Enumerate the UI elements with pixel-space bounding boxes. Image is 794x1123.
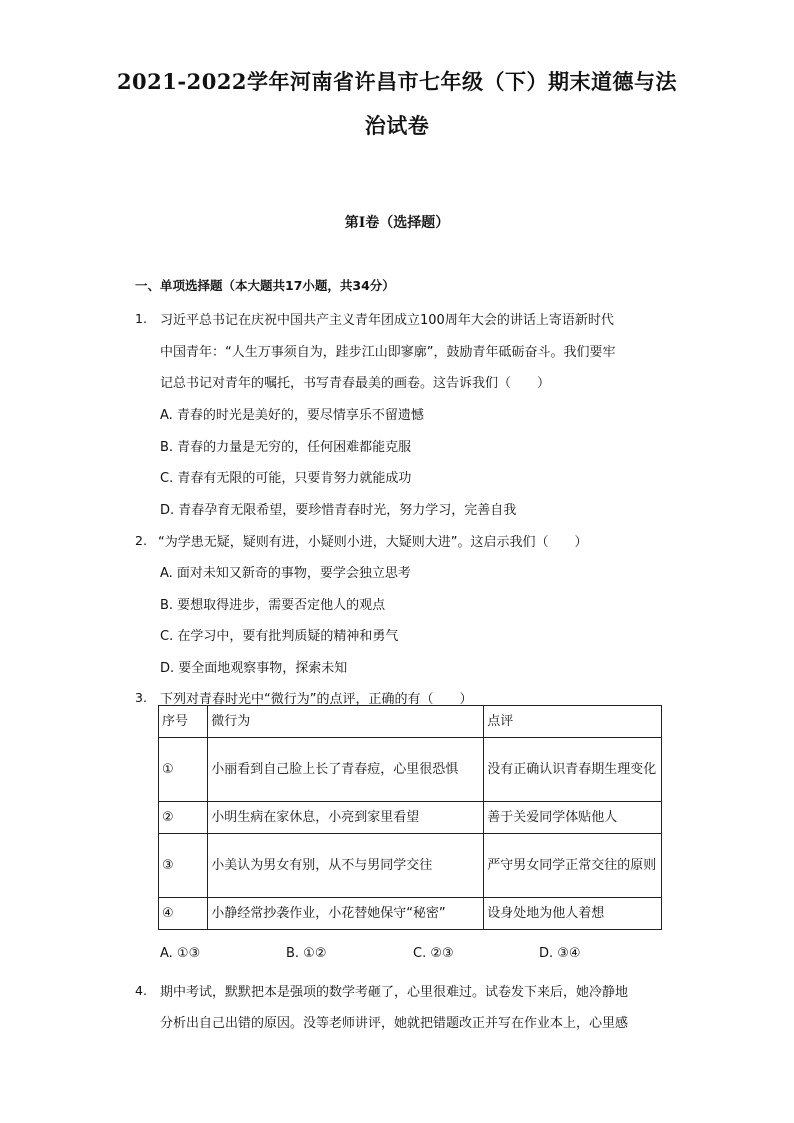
question-text-line: “为学患无疑，疑则有进，小疑则小进，大疑则大进”。这启示我们（ ） (158, 535, 588, 550)
table-cell: 善于关爱同学体贴他人 (484, 802, 662, 834)
part-title: 第I卷（选择题） (344, 215, 450, 231)
answer-option-d: D. 要全面地观察事物，探索未知 (160, 661, 348, 676)
question-text-line: 习近平总书记在庆祝中国共产主义青年团成立100周年大会的讲话上寄语新时代 (160, 313, 614, 328)
question-text-line: 下列对青春时光中“微行为”的点评，正确的有（ ） (160, 692, 473, 707)
table-cell: 没有正确认识青春期生理变化 (484, 738, 662, 802)
table-cell: 严守男女同学正常交往的原则 (484, 834, 662, 898)
question-number: 3. (135, 690, 147, 705)
question-text-line: 期中考试，默默把本是强项的数学考砸了，心里很难过。试卷发下来后，她冷静地 (160, 985, 629, 1000)
answer-option-b: B. 青春的力量是无穷的，任何困难都能克服 (160, 440, 412, 455)
table-cell: 小丽看到自己脸上长了青春痘，心里很恐惧 (208, 738, 484, 802)
answer-option-a: A. 面对未知又新奇的事物，要学会独立思考 (160, 566, 411, 581)
answer-option-b: B. ①② (286, 946, 327, 961)
answer-option-c: C. ②③ (413, 946, 454, 961)
question-text-line: 分析出自己出错的原因。没等老师讲评，她就把错题改正并写在作业本上，心里感 (160, 1016, 629, 1031)
question-number: 1. (135, 311, 147, 326)
question-number: 4. (135, 983, 147, 998)
answer-option-a: A. ①③ (160, 946, 201, 961)
question-number: 2. (135, 533, 147, 548)
answer-option-d: D. 青春孕育无限希望，要珍惜青春时光，努力学习，完善自我 (160, 503, 517, 518)
table-cell: 小美认为男女有别，从不与男同学交往 (208, 834, 484, 898)
answer-option-b: B. 要想取得进步，需要否定他人的观点 (160, 598, 386, 613)
answer-option-a: A. 青春的时光是美好的，要尽情享乐不留遗憾 (160, 408, 424, 423)
behavior-table (158, 705, 662, 930)
answer-option-c: C. 在学习中，要有批判质疑的精神和勇气 (160, 629, 399, 644)
table-header-row (159, 706, 662, 738)
table-cell: ② (159, 802, 208, 834)
table-cell: ④ (159, 898, 208, 930)
table-row (159, 834, 662, 898)
question-text-line: 记总书记对青年的嘱托，书写青春最美的画卷。这告诉我们（ ） (160, 376, 551, 391)
table-cell: 小静经常抄袭作业，小花替她保守“秘密” (208, 898, 484, 930)
table-header-cell: 微行为 (208, 706, 484, 738)
table-cell: 小明生病在家休息，小亮到家里看望 (208, 802, 484, 834)
question-text-line: 中国青年：“人生万事须自为，跬步江山即寥廓”，鼓励青年砥砺奋斗。我们要牢 (160, 345, 616, 360)
table-cell: ③ (159, 834, 208, 898)
table-header-cell: 点评 (484, 706, 662, 738)
exam-title-line-2: 治试卷 (364, 113, 430, 138)
table-header-cell: 序号 (159, 706, 208, 738)
section-header: 一、单项选择题（本大题共17小题，共34分） (135, 278, 395, 293)
answer-option-c: C. 青春有无限的可能，只要肯努力就能成功 (160, 471, 412, 486)
answer-option-d: D. ③④ (539, 946, 581, 961)
table-row (159, 802, 662, 834)
exam-title-line-1: 2021-2022学年河南省许昌市七年级（下）期末道德与法 (116, 69, 678, 94)
table-row (159, 898, 662, 930)
table-row (159, 738, 662, 802)
table-cell: 设身处地为他人着想 (484, 898, 662, 930)
table-cell: ① (159, 738, 208, 802)
